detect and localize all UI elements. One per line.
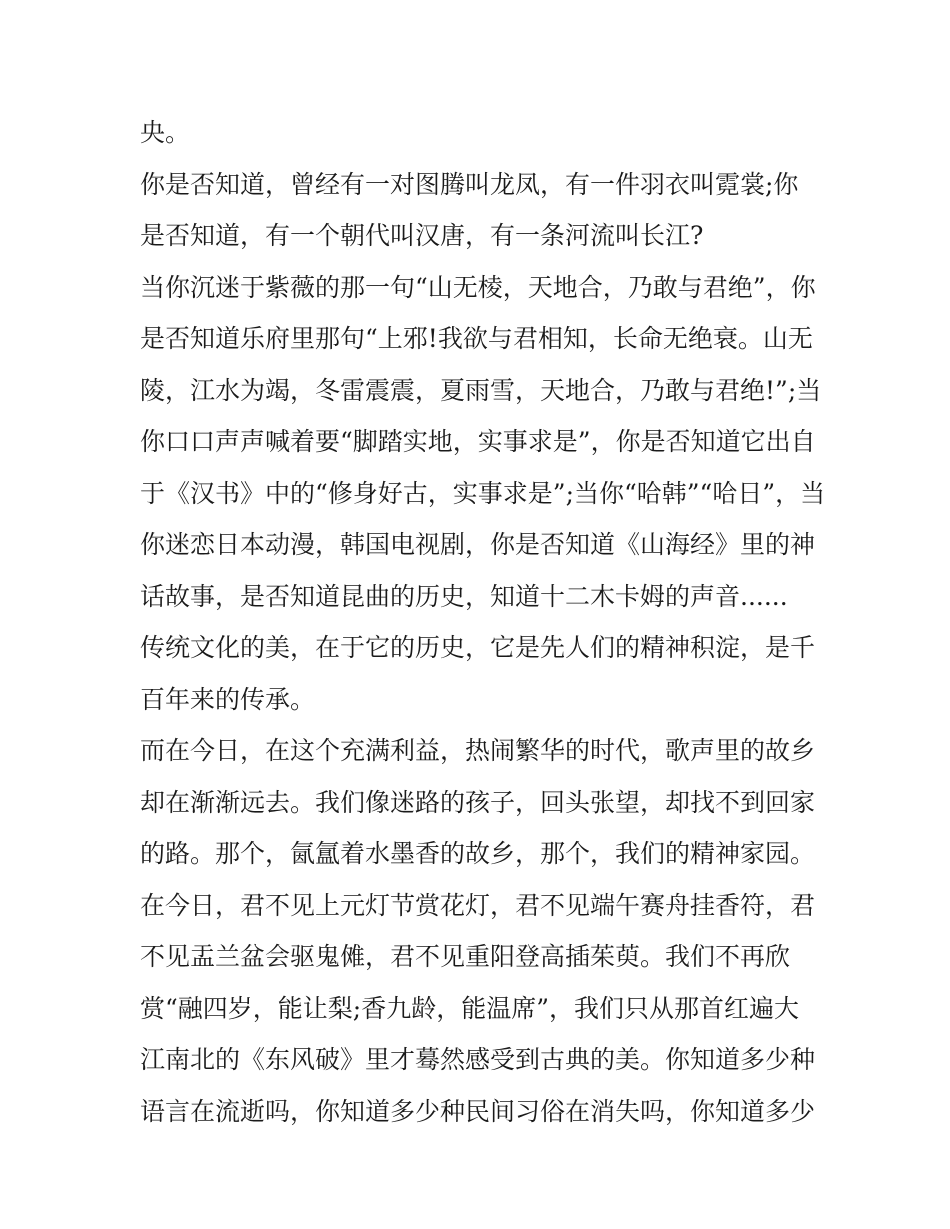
text-line: 央。 <box>140 118 191 147</box>
text-line: 你口口声声喊着要“脚踏实地，实事求是”，你是否知道它出自 <box>140 427 816 456</box>
text-line: 你是否知道，曾经有一对图腾叫龙凤，有一件羽衣叫霓裳;你 <box>140 169 799 199</box>
text-line: 的路。那个，氤氲着水墨香的故乡，那个，我们的精神家园。 <box>140 839 816 868</box>
text-line: 江南北的《东风破》里才蓦然感受到古典的美。你知道多少种 <box>140 1045 816 1074</box>
text-line: 百年来的传承。 <box>140 684 316 714</box>
text-line: 在今日，君不见上元灯节赏花灯，君不见端午赛舟挂香符，君 <box>140 890 816 920</box>
text-line: 而在今日，在这个充满利益，热闹繁华的时代，歌声里的故乡 <box>140 736 816 765</box>
text-line: 赏“融四岁，能让梨;香九龄，能温席”，我们只从那首红遍大 <box>140 993 799 1023</box>
text-line: 你迷恋日本动漫，韩国电视剧，你是否知道《山海经》里的神 <box>140 530 816 559</box>
text-line: 是否知道乐府里那句“上邪!我欲与君相知，长命无绝衰。山无 <box>140 324 813 353</box>
text-line: 不见盂兰盆会驱鬼傩，君不见重阳登高插茱萸。我们不再欣 <box>140 942 791 971</box>
text-line: 语言在流逝吗，你知道多少种民间习俗在消失吗，你知道多少 <box>140 1096 816 1126</box>
text-line: 传统文化的美，在于它的历史，它是先人们的精神积淀，是千 <box>140 633 816 662</box>
text-line: 话故事，是否知道昆曲的历史，知道十二木卡姆的声音...... <box>140 581 788 611</box>
text-line: 是否知道，有一个朝代叫汉唐，有一条河流叫长江? <box>140 221 704 250</box>
document-text <box>140 107 826 1137</box>
text-line: 当你沉迷于紫薇的那一句“山无棱，天地合，乃敢与君绝”，你 <box>140 272 816 302</box>
text-line: 于《汉书》中的“修身好古，实事求是”;当你“哈韩”“哈日”，当 <box>140 478 826 508</box>
text-line: 却在渐渐远去。我们像迷路的孩子，回头张望，却找不到回家 <box>140 787 816 817</box>
text-line: 陵，江水为竭，冬雷震震，夏雨雪，天地合，乃敢与君绝!”;当 <box>140 375 822 405</box>
